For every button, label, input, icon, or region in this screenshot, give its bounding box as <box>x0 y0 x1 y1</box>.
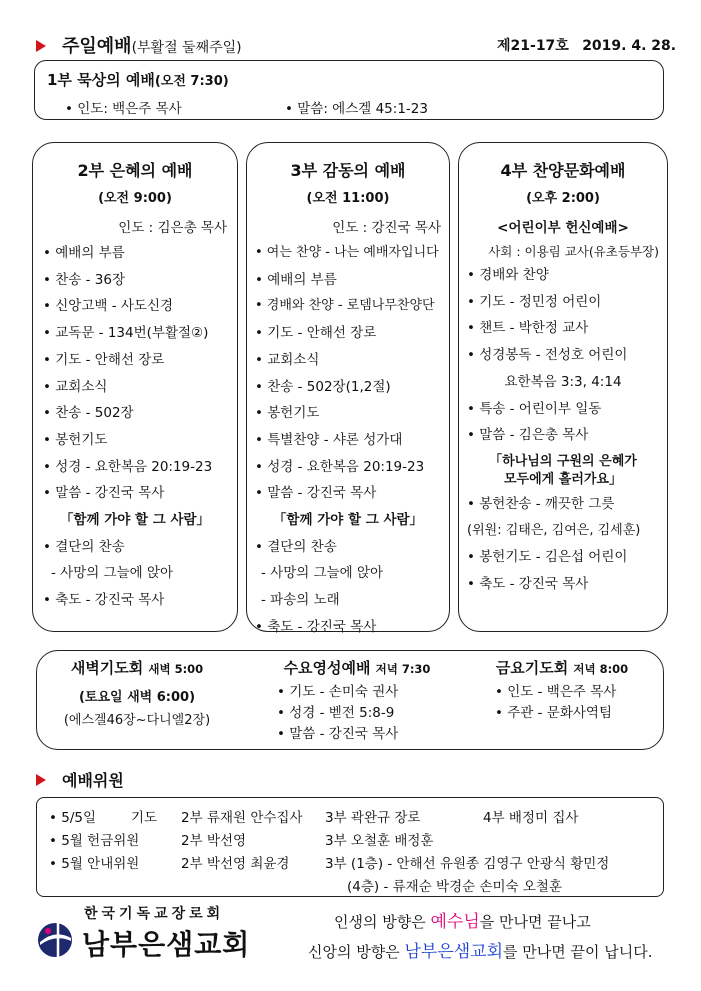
page-subtitle: (부활절 둘째주일) <box>131 40 242 56</box>
church-emblem-icon <box>36 921 74 959</box>
list-item: • 신앙고백 - 사도신경 <box>43 298 174 315</box>
service3-leader: 인도 : 강진국 목사 <box>332 220 441 236</box>
service4-box <box>458 142 668 632</box>
list-item: • 특송 - 어린이부 일동 <box>467 400 602 417</box>
service2-box <box>32 142 238 632</box>
list-item: • 축도 - 강진국 목사 <box>43 592 165 609</box>
denomination-name: 한국기독교장로회 <box>84 906 225 922</box>
list-item: • 찬송 - 502장 <box>43 405 134 422</box>
service3-time: (오전 11:00) <box>306 191 390 206</box>
sermon-title: 「함께 가야 할 그 사람」 <box>59 512 211 529</box>
service1-sermon: • 말씀: 에스겔 45:1-23 <box>285 101 428 117</box>
list-item: - 사망의 그늘에 앉아 <box>51 565 174 582</box>
list-item: • 챈트 - 박한정 교사 <box>467 320 589 337</box>
cell: • 5월 안내위원 <box>49 856 140 872</box>
list-item: • 기도 - 안해선 장로 <box>43 351 165 368</box>
dawn-saturday: (토요일 새벽 6:00) <box>78 690 196 705</box>
cell: 3부 오철훈 배정훈 <box>325 833 434 849</box>
wed-time: 저녁 7:30 <box>375 662 431 676</box>
dawn-time: 새벽 5:00 <box>148 662 204 676</box>
cell: 2부 박선영 최윤경 <box>181 856 290 872</box>
dawn-title: 새벽기도회 <box>70 659 144 677</box>
service2-title: 2부 은혜의 예배 <box>77 161 193 180</box>
list-item: • 축도 - 강진국 목사 <box>255 618 377 635</box>
list-item: • 결단의 찬송 <box>255 538 337 555</box>
cell: 4부 배정미 집사 <box>483 810 579 826</box>
fri-prayer <box>467 657 657 724</box>
service1-title-line <box>47 69 229 90</box>
service4-order-2 <box>467 491 659 598</box>
cell: • 5/5일 <box>49 810 97 826</box>
cell: 2부 박선영 <box>181 833 247 849</box>
dawn-text: (에스겔46장~다니엘2장) <box>63 713 211 728</box>
list-item: • 성경 - 벧전 5:8-9 <box>277 705 395 721</box>
service4-time: (오후 2:00) <box>526 191 600 206</box>
committee-title: 예배위원 <box>62 771 124 790</box>
service2-time: (오전 9:00) <box>98 191 172 206</box>
list-item: - 사망의 그늘에 앉아 <box>261 565 384 582</box>
wed-service <box>257 657 457 745</box>
church-logo <box>36 903 296 973</box>
motto-text: 인생의 방향은 <box>334 913 431 931</box>
list-item: • 말씀 - 강진국 목사 <box>255 485 377 502</box>
list-item: • 기도 - 안해선 장로 <box>255 325 377 342</box>
list-item: • 봉헌기도 <box>255 405 320 422</box>
motto-text: 을 만나면 끝나고 <box>479 913 591 931</box>
service1-time: (오전 7:30) <box>154 74 229 89</box>
list-item: • 말씀 - 강진국 목사 <box>43 485 165 502</box>
motto <box>308 907 653 967</box>
list-item: • 여는 찬양 - 나는 예배자입니다 <box>255 245 439 260</box>
service1-leader: • 인도: 백은주 목사 <box>65 101 182 117</box>
church-name: 남부은샘교회 <box>82 928 251 961</box>
fri-time: 저녁 8:00 <box>573 662 629 676</box>
list-item: • 축도 - 강진국 목사 <box>467 576 589 593</box>
service4-title: 4부 찬양문화예배 <box>500 161 626 180</box>
list-item: • 기도 - 손미숙 권사 <box>277 684 399 700</box>
sermon-title: 「함께 가야 할 그 사람」 <box>272 512 424 529</box>
list-item: 요한복음 3:3, 4:14 <box>504 373 622 390</box>
bullet-triangle-icon <box>36 774 46 786</box>
wed-title: 수요영성예배 <box>283 659 371 677</box>
sermon-title-line: 모두에게 흘러가요」 <box>504 471 622 487</box>
list-item: - 파송의 노래 <box>261 592 340 609</box>
issue-date: 2019. 4. 28. <box>582 38 677 54</box>
weekday-box <box>36 650 664 750</box>
service4-special: <어린이부 헌신예배> <box>497 220 629 236</box>
dawn-prayer <box>37 657 237 728</box>
cell: (4층) - 류재순 박경순 손미숙 오철훈 <box>347 879 562 895</box>
motto-highlight: 예수님 <box>430 912 480 932</box>
list-item: • 기도 - 정민정 어린이 <box>467 293 602 310</box>
service3-order <box>255 240 441 641</box>
committee-box <box>36 797 664 897</box>
list-item: • 봉헌기도 - 김은섭 어린이 <box>467 549 628 566</box>
cell: 3부 곽완규 장로 <box>325 810 421 826</box>
list-item: • 말씀 - 강진국 목사 <box>277 726 399 742</box>
list-item: • 인도 - 백은주 목사 <box>495 684 617 700</box>
list-item: • 성경봉독 - 전성호 어린이 <box>467 347 628 364</box>
service3-box <box>246 142 450 635</box>
list-item: • 경배와 찬양 <box>467 267 549 283</box>
list-item: • 교독문 - 134번(부활절②) <box>43 325 209 342</box>
list-item: • 찬송 - 502장(1,2절) <box>255 378 391 395</box>
motto-highlight: 남부은샘교회 <box>404 942 504 962</box>
cell: 2부 류재원 안수집사 <box>181 810 303 826</box>
motto-text: 를 만나면 끝이 납니다. <box>503 943 653 961</box>
sermon-title-line: 「하나님의 구원의 은혜가 <box>489 453 637 469</box>
list-item: • 예배의 부름 <box>43 245 125 261</box>
service2-order <box>43 240 227 614</box>
fri-title: 금요기도회 <box>495 659 569 677</box>
cell: 3부 (1층) - 안해선 유원종 김영구 안광식 황민정 <box>325 856 610 872</box>
list-item: • 찬송 - 36장 <box>43 271 126 288</box>
list-item: • 교회소식 <box>43 378 108 395</box>
list-item: • 주관 - 문화사역팀 <box>495 705 612 721</box>
list-item: • 성경 - 요한복음 20:19-23 <box>255 458 425 475</box>
list-item: • 말씀 - 김은총 목사 <box>467 427 589 444</box>
issue-info <box>497 35 676 55</box>
service1-box <box>34 60 664 120</box>
service2-leader: 인도 : 김은총 목사 <box>118 220 227 236</box>
service4-leader: 사회 : 이용림 교사(유초등부장) <box>488 244 659 259</box>
list-item: • 교회소식 <box>255 351 320 368</box>
service4-order <box>467 262 659 449</box>
header <box>62 32 242 58</box>
cell: • 5월 헌금위원 <box>49 833 140 849</box>
list-item: • 경배와 찬양 - 로뎀나무찬양단 <box>255 298 435 314</box>
bullet-triangle-icon <box>36 40 46 52</box>
sermon-title <box>467 453 659 489</box>
page-title: 주일예배 <box>62 36 132 57</box>
list-item: • 성경 - 요한복음 20:19-23 <box>43 458 213 475</box>
list-item: • 예배의 부름 <box>255 271 337 288</box>
list-item: (위원: 김태은, 김여은, 김세훈) <box>467 522 641 538</box>
motto-line-2 <box>308 937 653 967</box>
service1-title: 1부 묵상의 예배 <box>47 71 155 89</box>
motto-line-1 <box>308 907 653 937</box>
motto-text: 신앙의 방향은 <box>308 943 405 961</box>
list-item: • 특별찬양 - 샤론 성가대 <box>255 431 403 448</box>
list-item: • 봉헌기도 <box>43 431 108 448</box>
issue-number: 제21-17호 <box>497 38 569 54</box>
list-item: • 봉헌찬송 - 깨끗한 그릇 <box>467 495 615 512</box>
service3-title: 3부 감동의 예배 <box>290 161 406 180</box>
list-item: • 결단의 찬송 <box>43 538 125 555</box>
cell: 기도 <box>131 810 158 826</box>
